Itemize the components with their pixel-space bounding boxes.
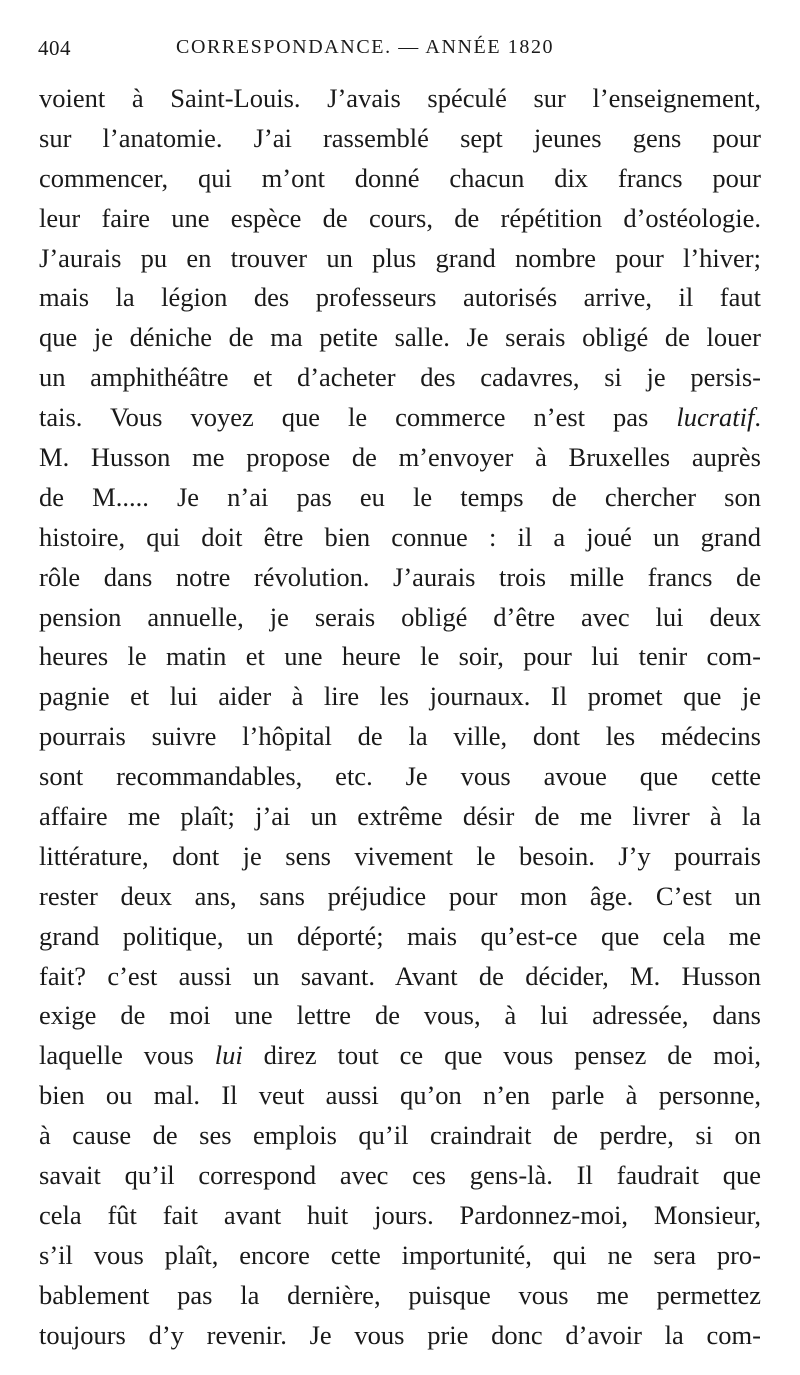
text-line	[39, 717, 761, 757]
text-segment: pension annuelle, je serais obligé d’être avec lui deux	[39, 601, 761, 632]
text-line	[39, 79, 761, 119]
text-line	[39, 797, 761, 837]
text-segment: mais la légion des professeurs autorisés arrive, il faut	[39, 282, 761, 313]
text-segment: J’aurais pu en trouver un plus grand nombre pour l’hiver;	[39, 242, 761, 273]
text-line	[39, 837, 761, 877]
text-segment: voient à Saint-Louis. J’avais spéculé sur l’enseignement,	[39, 83, 761, 113]
text-segment: rester deux ans, sans préjudice pour mon âge. C’est un	[39, 880, 761, 911]
text-line	[39, 318, 761, 358]
text-line	[39, 438, 761, 478]
text-segment: affaire me plaît; j’ai un extrême désir de me livrer à la	[39, 801, 761, 832]
body-text	[39, 79, 761, 1356]
text-line	[39, 159, 761, 199]
text-line	[39, 1076, 761, 1116]
text-line	[39, 1156, 761, 1196]
text-segment: toujours d’y revenir. Je vous prie donc d’avoir la com-	[39, 1319, 761, 1350]
text-segment: grand politique, un déporté; mais qu’est-ce que cela me	[39, 920, 761, 951]
text-segment: que je déniche de ma petite salle. Je serais obligé de louer	[39, 322, 761, 353]
text-line	[39, 957, 761, 997]
text-line	[39, 278, 761, 318]
text-line	[39, 358, 761, 398]
text-line	[39, 598, 761, 638]
text-line	[39, 1116, 761, 1156]
text-segment: savait qu’il correspond avec ces gens-là. Il faudrait que	[39, 1160, 761, 1191]
text-line	[39, 637, 761, 677]
text-line	[39, 518, 761, 558]
text-segment: sur l’anatomie. J’ai rassemblé sept jeunes gens pour	[39, 122, 761, 153]
text-line	[39, 478, 761, 518]
text-segment: histoire, qui doit être bien connue : il a joué un grand	[39, 521, 761, 552]
text-line	[39, 1036, 761, 1076]
italic-text: lucratif	[676, 402, 755, 433]
text-segment: bien ou mal. Il veut aussi qu’on n’en parle à personne,	[39, 1080, 761, 1111]
text-segment: exige de moi une lettre de vous, à lui adressée, dans	[39, 1000, 761, 1031]
text-line	[39, 677, 761, 717]
text-line	[39, 877, 761, 917]
text-segment: leur faire une espèce de cours, de répétition d’ostéologie.	[39, 202, 761, 233]
text-segment: bablement pas la dernière, puisque vous me permettez	[39, 1279, 761, 1310]
text-segment: littérature, dont je sens vivement le besoin. J’y pourrais	[39, 840, 761, 871]
text-segment: de M..... Je n’ai pas eu le temps de chercher son	[39, 481, 761, 512]
text-segment: rôle dans notre révolution. J’aurais trois mille francs de	[39, 561, 761, 592]
text-line	[39, 1276, 761, 1316]
italic-text: lui	[214, 1040, 243, 1071]
text-line	[39, 1316, 761, 1356]
text-segment: cela fût fait avant huit jours. Pardonnez-moi, Monsieur,	[39, 1199, 761, 1230]
page-number: 404	[38, 36, 71, 60]
running-head: CORRESPONDANCE. — ANNÉE 1820	[176, 36, 555, 58]
text-segment: M. Husson me propose de m’envoyer à Bruxelles auprès	[39, 442, 761, 473]
text-line	[39, 996, 761, 1036]
text-line	[39, 239, 761, 279]
text-segment: sont recommandables, etc. Je vous avoue que cette	[39, 761, 761, 792]
text-segment: s’il vous plaît, encore cette importunité, qui ne sera pro-	[39, 1239, 761, 1270]
text-line	[39, 1196, 761, 1236]
text-line	[39, 757, 761, 797]
text-segment: pagnie et lui aider à lire les journaux. Il promet que je	[39, 681, 761, 712]
text-line	[39, 199, 761, 239]
text-line	[39, 398, 761, 438]
text-line	[39, 119, 761, 159]
text-segment: .	[754, 402, 761, 433]
text-segment: laquelle vous	[39, 1040, 215, 1071]
text-line	[39, 917, 761, 957]
text-segment: direz tout ce que vous pensez de moi,	[242, 1040, 762, 1071]
text-segment: tais. Vous voyez que le commerce n’est pas	[39, 402, 677, 433]
text-line	[39, 558, 761, 598]
text-segment: un amphithéâtre et d’acheter des cadavres, si je persis-	[39, 362, 761, 393]
text-segment: pourrais suivre l’hôpital de la ville, dont les médecins	[39, 721, 761, 752]
text-segment: commencer, qui m’ont donné chacun dix francs pour	[39, 162, 761, 193]
text-segment: heures le matin et une heure le soir, pour lui tenir com-	[39, 641, 761, 672]
text-line	[39, 1236, 761, 1276]
text-segment: fait? c’est aussi un savant. Avant de décider, M. Husson	[39, 960, 761, 991]
text-segment: à cause de ses emplois qu’il craindrait de perdre, si on	[39, 1120, 761, 1151]
page-header	[38, 36, 760, 64]
